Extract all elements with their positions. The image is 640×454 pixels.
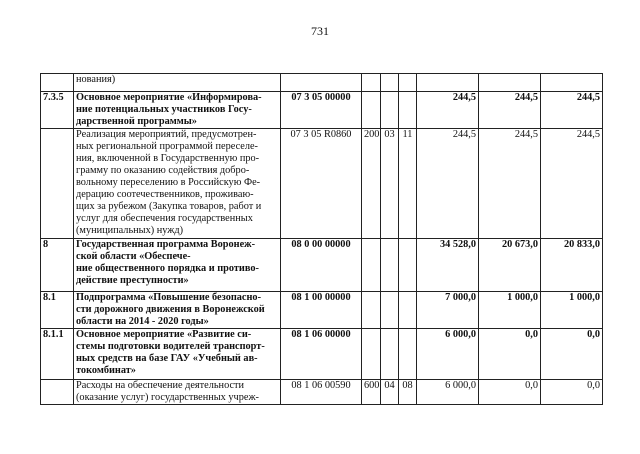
cell-name bbox=[74, 292, 281, 329]
cell-name-line: Подпрограмма «Повышение безопасно- bbox=[76, 292, 262, 303]
cell-amount-year-2: 20 673,0 bbox=[479, 239, 541, 292]
cell-name-line: области на 2014 - 2020 годы» bbox=[76, 316, 209, 327]
cell-code bbox=[41, 74, 74, 92]
cell-subsection bbox=[399, 239, 417, 292]
cell-name-line: (оказание услуг) государственных учреж- bbox=[76, 392, 259, 403]
cell-amount-year-3: 0,0 bbox=[541, 380, 603, 405]
cell-amount-year-2: 244,5 bbox=[479, 92, 541, 129]
table-body bbox=[41, 74, 603, 405]
cell-name-line: (муниципальных) нужд) bbox=[76, 225, 184, 236]
cell-name-line: услуг для обеспечения государственных bbox=[76, 213, 253, 224]
cell-amount-year-1: 244,5 bbox=[417, 129, 479, 239]
cell-amount-year-3: 1 000,0 bbox=[541, 292, 603, 329]
cell-code: 8.1.1 bbox=[41, 329, 74, 380]
cell-subsection: 08 bbox=[399, 380, 417, 405]
cell-amount-year-2: 0,0 bbox=[479, 329, 541, 380]
cell-target-article: 08 1 06 00590 bbox=[281, 380, 362, 405]
cell-target-article bbox=[281, 74, 362, 92]
cell-amount-year-2: 0,0 bbox=[479, 380, 541, 405]
cell-expense-type: 200 bbox=[362, 129, 381, 239]
cell-amount-year-2: 244,5 bbox=[479, 129, 541, 239]
cell-amount-year-1: 244,5 bbox=[417, 92, 479, 129]
cell-section: 03 bbox=[381, 129, 399, 239]
table-row bbox=[41, 129, 603, 239]
cell-name-line: Основное мероприятие «Информирова- bbox=[76, 92, 262, 103]
cell-name bbox=[74, 380, 281, 405]
cell-name bbox=[74, 74, 281, 92]
cell-name-line: дерацию соотечественников, проживаю- bbox=[76, 189, 254, 200]
cell-expense-type bbox=[362, 74, 381, 92]
cell-name-line: Государственная программа Воронеж- bbox=[76, 239, 256, 250]
cell-name-line: действие преступности» bbox=[76, 275, 189, 286]
cell-amount-year-3 bbox=[541, 74, 603, 92]
cell-code: 8 bbox=[41, 239, 74, 292]
cell-amount-year-3: 0,0 bbox=[541, 329, 603, 380]
cell-expense-type bbox=[362, 239, 381, 292]
cell-amount-year-1: 6 000,0 bbox=[417, 329, 479, 380]
cell-name-line: ния, включенной в Государственную про- bbox=[76, 153, 260, 164]
cell-amount-year-1 bbox=[417, 74, 479, 92]
cell-target-article: 07 3 05 R0860 bbox=[281, 129, 362, 239]
cell-name-line: нования) bbox=[76, 74, 116, 85]
cell-name-line: дарственной программы» bbox=[76, 116, 197, 127]
cell-name-line: ской области «Обеспече- bbox=[76, 251, 191, 262]
cell-section: 04 bbox=[381, 380, 399, 405]
cell-target-article: 07 3 05 00000 bbox=[281, 92, 362, 129]
cell-subsection bbox=[399, 74, 417, 92]
table-row bbox=[41, 329, 603, 380]
cell-amount-year-3: 244,5 bbox=[541, 129, 603, 239]
cell-amount-year-2 bbox=[479, 74, 541, 92]
cell-expense-type: 600 bbox=[362, 380, 381, 405]
cell-section bbox=[381, 74, 399, 92]
cell-subsection bbox=[399, 329, 417, 380]
cell-target-article: 08 1 06 00000 bbox=[281, 329, 362, 380]
cell-name-line: стемы подготовки водителей транспорт- bbox=[76, 341, 265, 352]
cell-section bbox=[381, 239, 399, 292]
cell-name-line: вольному переселению в Российскую Фе- bbox=[76, 177, 261, 188]
cell-name bbox=[74, 329, 281, 380]
table-row bbox=[41, 380, 603, 405]
cell-target-article: 08 1 00 00000 bbox=[281, 292, 362, 329]
cell-code bbox=[41, 380, 74, 405]
cell-subsection bbox=[399, 292, 417, 329]
cell-code: 7.3.5 bbox=[41, 92, 74, 129]
cell-amount-year-3: 20 833,0 bbox=[541, 239, 603, 292]
cell-section bbox=[381, 92, 399, 129]
cell-name bbox=[74, 92, 281, 129]
cell-code bbox=[41, 129, 74, 239]
cell-section bbox=[381, 292, 399, 329]
cell-section bbox=[381, 329, 399, 380]
cell-name bbox=[74, 129, 281, 239]
cell-name-line: ние потенциальных участников Госу- bbox=[76, 104, 252, 115]
cell-name-line: ние общественного порядка и противо- bbox=[76, 263, 259, 274]
page-number: 731 bbox=[311, 24, 329, 38]
table-row bbox=[41, 239, 603, 292]
cell-expense-type bbox=[362, 92, 381, 129]
cell-subsection bbox=[399, 92, 417, 129]
cell-name-line: Основное мероприятие «Развитие си- bbox=[76, 329, 252, 340]
cell-amount-year-1: 7 000,0 bbox=[417, 292, 479, 329]
cell-target-article: 08 0 00 00000 bbox=[281, 239, 362, 292]
cell-code: 8.1 bbox=[41, 292, 74, 329]
cell-name-line: грамму по оказанию содействия добро- bbox=[76, 165, 250, 176]
cell-name bbox=[74, 239, 281, 292]
cell-amount-year-3: 244,5 bbox=[541, 92, 603, 129]
table-row bbox=[41, 92, 603, 129]
cell-subsection: 11 bbox=[399, 129, 417, 239]
cell-amount-year-1: 6 000,0 bbox=[417, 380, 479, 405]
cell-name-line: ных средств на базе ГАУ «Учебный ав- bbox=[76, 353, 258, 364]
cell-amount-year-1: 34 528,0 bbox=[417, 239, 479, 292]
cell-expense-type bbox=[362, 329, 381, 380]
cell-name-line: токомбинат» bbox=[76, 365, 136, 376]
cell-name-line: ных региональной программой переселе- bbox=[76, 141, 258, 152]
cell-name-line: Реализация мероприятий, предусмотрен- bbox=[76, 129, 257, 140]
budget-table bbox=[40, 73, 603, 405]
cell-amount-year-2: 1 000,0 bbox=[479, 292, 541, 329]
cell-name-line: Расходы на обеспечение деятельности bbox=[76, 380, 245, 391]
table-row bbox=[41, 74, 603, 92]
table-row bbox=[41, 292, 603, 329]
cell-name-line: сти дорожного движения в Воронежской bbox=[76, 304, 265, 315]
cell-name-line: щих за рубежом (Закупка товаров, работ и bbox=[76, 201, 262, 212]
cell-expense-type bbox=[362, 292, 381, 329]
